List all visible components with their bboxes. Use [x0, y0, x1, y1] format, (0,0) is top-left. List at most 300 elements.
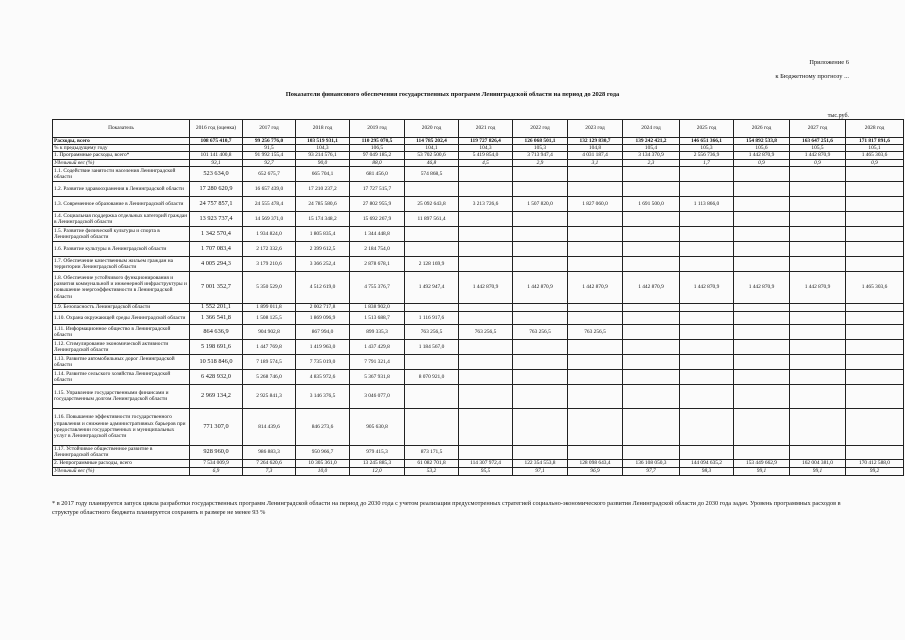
table-cell — [623, 211, 680, 226]
table-cell: 10,0 — [296, 467, 350, 475]
column-header-year: 2024 год — [623, 120, 680, 138]
table-cell — [459, 354, 513, 369]
table-cell: 1 116 917,6 — [405, 311, 459, 324]
table-cell: 126 068 501,1 — [513, 138, 568, 145]
table-cell: 6 428 932,0 — [190, 369, 243, 384]
table-cell — [846, 303, 904, 311]
table-cell — [623, 241, 680, 256]
table-cell — [790, 226, 846, 241]
table-cell: 771 307,0 — [190, 408, 243, 445]
table-cell — [846, 241, 904, 256]
table-cell — [790, 303, 846, 311]
table-cell: 170 412 588,0 — [846, 459, 904, 467]
table-cell: 104,8 — [568, 145, 623, 152]
table-cell: 1,7 — [680, 159, 734, 166]
table-cell — [734, 303, 790, 311]
table-cell: 99,1 — [790, 467, 846, 475]
table-cell — [790, 181, 846, 196]
row-label: 1.4. Социальная поддержка отдельных категорий граждан в Ленинградской области — [53, 211, 190, 226]
table-cell: 93,1 — [190, 159, 243, 166]
table-cell — [846, 324, 904, 339]
table-cell — [790, 324, 846, 339]
table-cell — [190, 145, 243, 152]
column-header-year: 2018 год — [296, 120, 350, 138]
row-label: 1.6. Развитие культуры в Ленинградской области — [53, 241, 190, 256]
table-cell: 132 129 830,7 — [568, 138, 623, 145]
table-cell — [623, 256, 680, 271]
table-cell: 1 184 567,0 — [405, 339, 459, 354]
table-cell: 24 555 478,4 — [243, 196, 296, 211]
table-row — [53, 408, 904, 445]
table-cell — [623, 369, 680, 384]
table-cell: 92,7 — [243, 159, 296, 166]
table-row — [53, 384, 904, 408]
table-cell: 1 442 870,9 — [734, 152, 790, 159]
table-cell: 14 569 371,0 — [243, 211, 296, 226]
table-cell: 17 727 515,7 — [350, 181, 405, 196]
table-cell: 1 508 125,5 — [243, 311, 296, 324]
table-cell: 96,9 — [568, 467, 623, 475]
table-cell — [680, 211, 734, 226]
table-cell — [790, 339, 846, 354]
row-label: 2. Непрограммные расходы, всего — [53, 459, 190, 467]
table-cell: 1 442 870,9 — [680, 271, 734, 303]
table-cell — [459, 226, 513, 241]
table-row — [53, 369, 904, 384]
table-cell: 5 419 854,0 — [459, 152, 513, 159]
table-cell — [734, 311, 790, 324]
table-cell: 1 344 448,8 — [350, 226, 405, 241]
table-cell: 99 256 776,0 — [243, 138, 296, 145]
table-cell — [734, 354, 790, 369]
table-cell: 114 785 202,4 — [405, 138, 459, 145]
table-cell — [680, 324, 734, 339]
table-cell: 2 925 841,3 — [243, 384, 296, 408]
table-cell: 1 507 820,0 — [513, 196, 568, 211]
table-cell: 2 184 754,0 — [350, 241, 405, 256]
row-label: 1.8. Обеспечение устойчивого функционирования и развития коммунальной и инженерной инфраструктуры и повышение энергоэффективности в Ленинградской области — [53, 271, 190, 303]
table-cell — [846, 384, 904, 408]
table-cell: 110 295 070,5 — [350, 138, 405, 145]
table-cell — [513, 445, 568, 459]
appendix-number: Приложение 6 — [809, 59, 849, 66]
table-cell: 2 556 736,9 — [680, 152, 734, 159]
table-cell — [846, 354, 904, 369]
table-cell — [568, 211, 623, 226]
table-cell: 986 883,3 — [243, 445, 296, 459]
table-cell: 3 179 210,6 — [243, 256, 296, 271]
table-cell: 119 727 826,4 — [459, 138, 513, 145]
table-cell: 163 647 251,6 — [790, 138, 846, 145]
table-cell: 4 755 376,7 — [350, 271, 405, 303]
row-label: 1.13. Развитие автомобильных дорог Ленинградской области — [53, 354, 190, 369]
table-cell: 1 513 688,7 — [350, 311, 405, 324]
table-cell: 1 869 096,9 — [296, 311, 350, 324]
table-row — [53, 354, 904, 369]
table-cell: 1 492 947,4 — [405, 271, 459, 303]
table-cell — [790, 211, 846, 226]
table-cell: 2,9 — [513, 159, 568, 166]
table-cell — [623, 226, 680, 241]
column-header-indicator: Показатель — [53, 120, 190, 138]
table-cell: 171 817 891,6 — [846, 138, 904, 145]
table-cell: 13 245 885,3 — [350, 459, 405, 467]
table-cell — [790, 445, 846, 459]
table-cell — [734, 166, 790, 181]
table-cell: 5 367 931,8 — [350, 369, 405, 384]
table-cell — [405, 408, 459, 445]
table-cell: 105,1 — [846, 145, 904, 152]
table-row — [53, 467, 904, 475]
table-cell: 15 174 348,2 — [296, 211, 350, 226]
table-cell: 114 307 972,4 — [459, 459, 513, 467]
table-row — [53, 311, 904, 324]
table-cell — [790, 241, 846, 256]
column-header-year: 2017 год — [243, 120, 296, 138]
table-cell — [734, 241, 790, 256]
table-cell: 122 354 553,8 — [513, 459, 568, 467]
table-cell — [680, 256, 734, 271]
row-label: 1.7. Обеспечение качественным жильем граждан на территории Ленинградской области — [53, 256, 190, 271]
table-cell: 1 838 902,0 — [350, 303, 405, 311]
table-cell: 7 534 009,9 — [190, 459, 243, 467]
table-cell — [513, 408, 568, 445]
table-cell: 139 242 421,2 — [623, 138, 680, 145]
table-cell: 136 108 050,3 — [623, 459, 680, 467]
row-label: 1.11. Информационное общество в Ленинградской области — [53, 324, 190, 339]
table-cell — [623, 311, 680, 324]
table-cell: 98,3 — [680, 467, 734, 475]
table-cell — [846, 166, 904, 181]
column-header-year: 2022 год — [513, 120, 568, 138]
table-cell: 146 651 366,1 — [680, 138, 734, 145]
table-cell: 814 439,6 — [243, 408, 296, 445]
table-cell — [459, 339, 513, 354]
table-cell: 7 001 352,7 — [190, 271, 243, 303]
table-cell: 53 702 500,6 — [405, 152, 459, 159]
column-header-year: 2023 год — [568, 120, 623, 138]
table-cell: 4 005 294,3 — [190, 256, 243, 271]
row-label: 1.15. Управление государственными финансами и государственным долгом Ленинградской области — [53, 384, 190, 408]
table-cell: 928 960,0 — [190, 445, 243, 459]
table-cell: 3,1 — [568, 159, 623, 166]
table-cell — [513, 369, 568, 384]
table-cell — [790, 369, 846, 384]
table-cell: 0,9 — [790, 159, 846, 166]
table-cell: 763 256,5 — [568, 324, 623, 339]
table-cell — [405, 303, 459, 311]
table-cell — [568, 181, 623, 196]
table-cell — [405, 354, 459, 369]
table-cell — [568, 166, 623, 181]
table-cell: 4 512 619,0 — [296, 271, 350, 303]
table-cell — [680, 369, 734, 384]
financing-table — [52, 119, 904, 476]
table-cell: 3 366 252,4 — [296, 256, 350, 271]
table-cell — [459, 181, 513, 196]
table-cell — [680, 303, 734, 311]
table-cell: 2 002 717,8 — [296, 303, 350, 311]
table-cell — [734, 211, 790, 226]
table-body — [53, 138, 904, 476]
table-cell: 2 969 134,2 — [190, 384, 243, 408]
table-cell: 7,3 — [243, 467, 296, 475]
table-cell — [623, 181, 680, 196]
table-cell — [790, 256, 846, 271]
table-cell: 7 264 620,6 — [243, 459, 296, 467]
table-cell: 2,3 — [623, 159, 680, 166]
table-cell: 1 805 835,4 — [296, 226, 350, 241]
table-cell: 1 366 541,8 — [190, 311, 243, 324]
table-cell — [680, 408, 734, 445]
row-label: 1.10. Охрана окружающей среды Ленинградской области — [53, 311, 190, 324]
table-cell — [734, 256, 790, 271]
table-cell: 5 268 746,0 — [243, 369, 296, 384]
table-cell: 0,9 — [846, 159, 904, 166]
row-label: 1.1. Содействие занятости населения Ленинградской области — [53, 166, 190, 181]
table-cell: 4,5 — [459, 159, 513, 166]
row-label: Удельный вес (%) — [53, 159, 190, 166]
table-row — [53, 303, 904, 311]
table-cell — [513, 303, 568, 311]
table-row — [53, 145, 904, 152]
table-cell — [405, 241, 459, 256]
table-cell — [459, 369, 513, 384]
table-cell: 2 399 612,5 — [296, 241, 350, 256]
table-cell: 1 442 870,9 — [568, 271, 623, 303]
table-cell — [513, 211, 568, 226]
table-cell: 1 419 963,0 — [296, 339, 350, 354]
table-cell — [459, 408, 513, 445]
table-cell — [790, 196, 846, 211]
table-cell — [513, 311, 568, 324]
table-cell — [846, 369, 904, 384]
table-row — [53, 159, 904, 166]
table-cell: 1 342 570,4 — [190, 226, 243, 241]
table-row — [53, 226, 904, 241]
table-cell: 763 256,5 — [513, 324, 568, 339]
row-label: 1.3. Современное образование в Ленинградской области — [53, 196, 190, 211]
column-header-year: 2025 год — [680, 120, 734, 138]
table-cell: 5 350 529,0 — [243, 271, 296, 303]
table-cell: 101 141 400,8 — [190, 152, 243, 159]
table-cell — [846, 211, 904, 226]
table-cell: 899 335,3 — [350, 324, 405, 339]
table-cell: 873 171,5 — [405, 445, 459, 459]
row-label: 1.17. Устойчивое общественное развитие в Ленинградской области — [53, 445, 190, 459]
table-cell: 25 092 643,8 — [405, 196, 459, 211]
table-cell: 1 442 870,9 — [623, 271, 680, 303]
table-cell: 103 519 931,1 — [296, 138, 350, 145]
table-cell: 867 994,0 — [296, 324, 350, 339]
row-label: 1. Программные расходы, всего* — [53, 152, 190, 159]
table-cell — [790, 311, 846, 324]
table-cell — [680, 339, 734, 354]
table-cell — [459, 303, 513, 311]
row-label: % к предыдущему году — [53, 145, 190, 152]
table-cell: 3 046 077,0 — [350, 384, 405, 408]
table-cell — [623, 445, 680, 459]
table-cell: 3 134 370,9 — [623, 152, 680, 159]
table-cell — [459, 256, 513, 271]
table-cell — [680, 181, 734, 196]
table-row — [53, 339, 904, 354]
table-cell: 1 442 870,9 — [790, 271, 846, 303]
table-cell: 105,5 — [790, 145, 846, 152]
table-cell — [623, 303, 680, 311]
table-cell — [513, 241, 568, 256]
table-row — [53, 324, 904, 339]
table-cell: 846 273,6 — [296, 408, 350, 445]
table-row — [53, 196, 904, 211]
table-cell — [568, 445, 623, 459]
table-cell: 1 113 866,0 — [680, 196, 734, 211]
table-cell: 2 172 332,6 — [243, 241, 296, 256]
document-title: Показатели финансового обеспечения государственных программ Ленинградской области на период до 2028 года — [285, 91, 620, 98]
table-cell — [405, 384, 459, 408]
table-row — [53, 256, 904, 271]
table-cell — [846, 181, 904, 196]
table-cell: 12,0 — [350, 467, 405, 475]
table-cell: 15 692 267,9 — [350, 211, 405, 226]
column-header-year: 2019 год — [350, 120, 405, 138]
table-cell: 523 634,0 — [190, 166, 243, 181]
table-cell — [513, 226, 568, 241]
table-cell — [846, 408, 904, 445]
table-cell: 904 902,8 — [243, 324, 296, 339]
table-cell: 7 189 574,5 — [243, 354, 296, 369]
table-cell — [513, 354, 568, 369]
table-cell — [568, 354, 623, 369]
table-cell: 950 966,7 — [296, 445, 350, 459]
table-cell: 97 049 185,2 — [350, 152, 405, 159]
table-cell — [568, 408, 623, 445]
column-header-year: 2028 год — [846, 120, 904, 138]
table-cell: 1 442 870,9 — [734, 271, 790, 303]
table-cell — [568, 256, 623, 271]
table-cell: 99,2 — [846, 467, 904, 475]
table-cell: 153 449 662,9 — [734, 459, 790, 467]
column-header-year: 2020 год — [405, 120, 459, 138]
column-header-year: 2026 год — [734, 120, 790, 138]
row-label: Расходы, всего — [53, 138, 190, 145]
table-header-row — [53, 120, 904, 138]
table-cell — [846, 256, 904, 271]
table-row — [53, 152, 904, 159]
table-cell — [459, 166, 513, 181]
table-cell — [790, 384, 846, 408]
table-cell: 5 198 691,6 — [190, 339, 243, 354]
table-cell: 1 552 201,1 — [190, 303, 243, 311]
table-cell — [513, 166, 568, 181]
table-row — [53, 271, 904, 303]
table-cell: 105,4 — [623, 145, 680, 152]
table-cell — [680, 311, 734, 324]
table-cell — [734, 369, 790, 384]
table-cell: 10 518 846,0 — [190, 354, 243, 369]
table-cell — [846, 226, 904, 241]
table-cell: 16 657 439,0 — [243, 181, 296, 196]
units-label: тыс.руб. — [827, 113, 849, 119]
table-cell — [459, 311, 513, 324]
table-cell: 4 835 972,6 — [296, 369, 350, 384]
table-cell — [513, 256, 568, 271]
table-cell: 13 923 737,4 — [190, 211, 243, 226]
table-cell: 1 437 429,8 — [350, 339, 405, 354]
row-label: 1.16. Повышение эффективности государственного управления и снижение административных барьеров при предоставлении государственных и муниципальных услуг в Ленинградской области — [53, 408, 190, 445]
table-cell: 105,3 — [680, 145, 734, 152]
table-cell — [790, 354, 846, 369]
table-cell: 1 447 769,8 — [243, 339, 296, 354]
table-cell: 144 094 635,2 — [680, 459, 734, 467]
footnote: * в 2017 году планируется запуск цикла разработки государственных программ Ленинградской области на период до 2030 года с учетом реализации предусмотренных стратегией социально-экономического развития Ленинградской области до 2030 года задач. Уровень программных расходов в структуре областного бюджета планируется сохранять в размере не менее 93 % — [52, 500, 841, 516]
table-cell: 27 802 955,9 — [350, 196, 405, 211]
table-cell — [568, 303, 623, 311]
table-cell — [568, 226, 623, 241]
table-cell — [734, 324, 790, 339]
table-cell: 88,0 — [350, 159, 405, 166]
table-cell: 7 735 019,0 — [296, 354, 350, 369]
table-cell: 104,3 — [296, 145, 350, 152]
table-row — [53, 211, 904, 226]
table-cell: 574 868,5 — [405, 166, 459, 181]
table-cell: 665 704,1 — [296, 166, 350, 181]
table-row — [53, 138, 904, 145]
table-cell: 128 098 643,4 — [568, 459, 623, 467]
table-cell — [846, 445, 904, 459]
table-cell — [846, 339, 904, 354]
row-label: 1.12. Стимулирование экономической активности Ленинградской области — [53, 339, 190, 354]
table-cell: 17 210 237,2 — [296, 181, 350, 196]
table-cell — [846, 311, 904, 324]
table-cell: 61 082 701,8 — [405, 459, 459, 467]
table-row — [53, 181, 904, 196]
table-cell — [513, 181, 568, 196]
table-cell: 104,1 — [405, 145, 459, 152]
table-cell — [680, 166, 734, 181]
table-row — [53, 241, 904, 256]
table-cell: 91,5 — [243, 145, 296, 152]
table-cell — [623, 384, 680, 408]
table-cell: 3 713 947,4 — [513, 152, 568, 159]
table-cell: 105,3 — [513, 145, 568, 152]
table-cell: 1 827 060,0 — [568, 196, 623, 211]
table-cell: 1 442 870,9 — [513, 271, 568, 303]
table-cell: 763 256,5 — [459, 324, 513, 339]
table-cell — [846, 196, 904, 211]
row-label: 1.14. Развитие сельского хозяйства Ленинградской области — [53, 369, 190, 384]
table-cell — [568, 384, 623, 408]
table-row — [53, 445, 904, 459]
table-cell — [459, 384, 513, 408]
table-cell: 1 707 083,4 — [190, 241, 243, 256]
table-cell: 681 456,0 — [350, 166, 405, 181]
table-cell — [513, 339, 568, 354]
table-cell: 1 442 870,9 — [790, 152, 846, 159]
table-cell — [734, 384, 790, 408]
table-cell: 17 280 620,9 — [190, 181, 243, 196]
table-cell — [680, 226, 734, 241]
table-cell: 4 031 187,4 — [568, 152, 623, 159]
table-cell — [459, 241, 513, 256]
row-label: 1.2. Развитие здравоохранения в Ленинградской области — [53, 181, 190, 196]
table-cell — [734, 445, 790, 459]
table-cell — [623, 354, 680, 369]
table-cell — [568, 241, 623, 256]
table-cell — [790, 166, 846, 181]
table-cell — [568, 311, 623, 324]
table-cell: 95,5 — [459, 467, 513, 475]
